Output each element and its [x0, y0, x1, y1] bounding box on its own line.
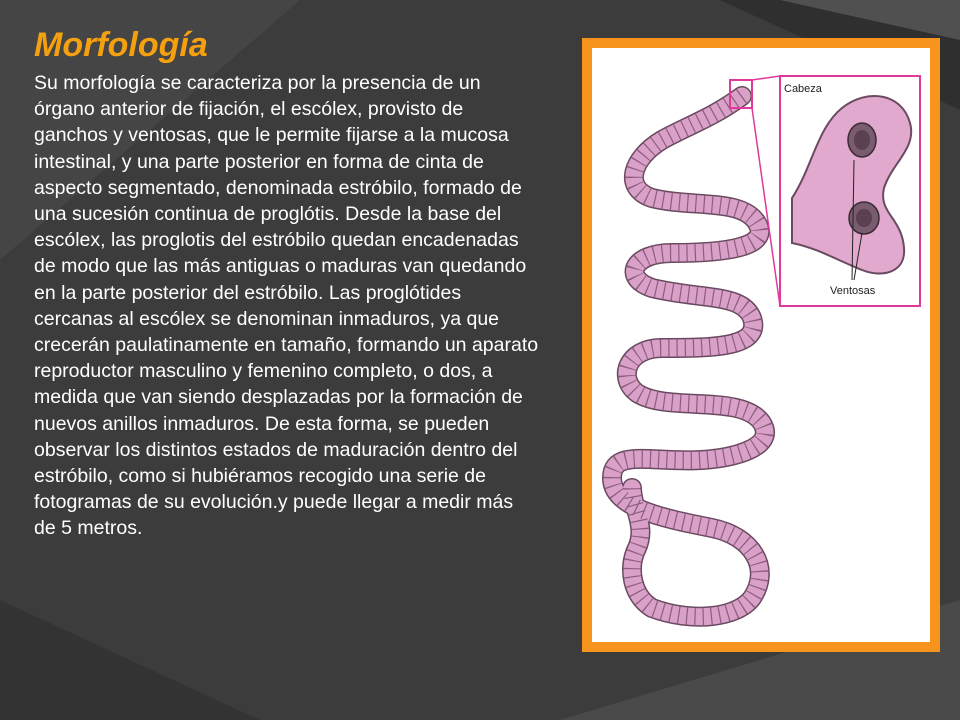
connector-line-top — [752, 76, 780, 80]
head-label: Cabeza — [784, 83, 822, 95]
tapeworm-figure — [582, 38, 940, 652]
sucker-lower-inner — [856, 209, 872, 227]
tapeworm-illustration — [592, 48, 930, 642]
slide-body-text: Su morfología se caracteriza por la presencia de un órgano anterior de fijación, el escólex, provisto de ganchos y ventosas, que le permite fijarse a la mucosa intestinal, y una parte posterior en forma de cinta de aspecto segmentado, denominada estróbilo, formado de una sucesión continua de proglótis. Desde la base del escólex, las proglotis del estróbilo quedan encadenadas de modo que las más antiguas o maduras van quedando en la parte posterior del estróbilo. Las proglótides cercanas al escólex se denominan inmaduros, ya que crecerán paulatinamente en tamaño, formando un aparato reproductor masculino y femenino completo, o dos, a medida que van siendo desplazadas por la formación de nuevos anillos inmaduros. De esta forma, se pueden observar los distintos estados de maduración dentro del estróbilo, como si hubiéramos recogido una serie de fotogramas de su evolución.y puede llegar a medir más de 5 metros. — [34, 72, 539, 540]
suckers-label: Ventosas — [830, 285, 876, 297]
slide-title: Morfología — [34, 26, 208, 64]
sucker-upper-inner — [854, 130, 870, 150]
connector-line-bottom — [752, 108, 780, 306]
